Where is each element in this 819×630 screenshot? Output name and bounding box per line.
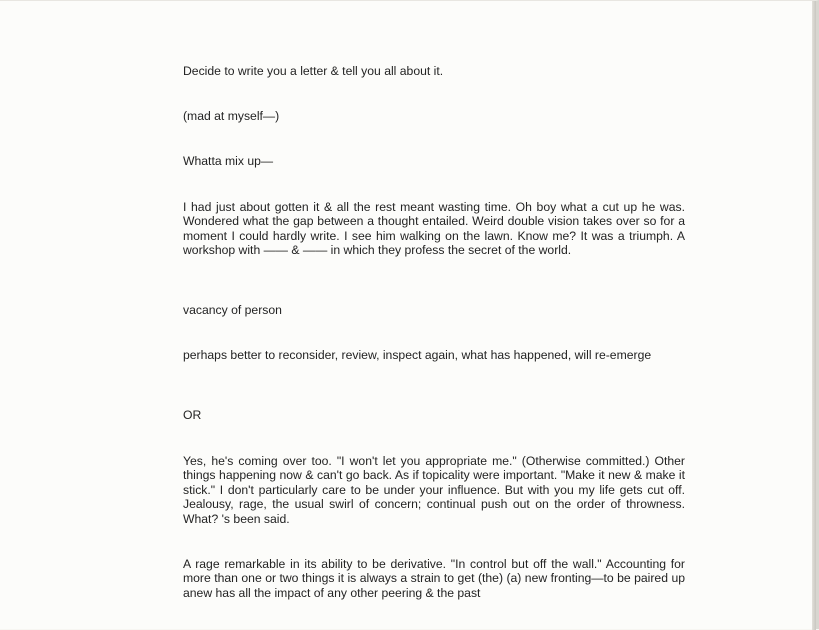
paragraph-decide-to-write: Decide to write you a letter & tell you all about it. — [183, 64, 444, 78]
paragraph-rage-remarkable: A rage remarkable in its ability to be derivative. "In control but off the wall." Accounting for more than one or two things it is always a strain to get (the) (a) new fronting—to be paired up anew has all the impact of any other peering & the past — [183, 557, 685, 600]
page-edge-shadow — [812, 1, 816, 630]
paragraph-cut-up: I had just about gotten it & all the rest meant wasting time. Oh boy what a cut up he was. Wondered what the gap between a thought entailed. Weird double vision takes over so for a moment I could hardly write. I see him walking on the lawn. Know me? It was a triumph. A workshop with —— & —— in which they profess the secret of the world. — [183, 200, 685, 258]
paragraph-or: OR — [183, 408, 202, 422]
paragraph-whatta-mix-up: Whatta mix up— — [183, 154, 274, 168]
paragraph-vacancy-of-person: vacancy of person — [183, 303, 282, 317]
paragraph-appropriate-me: Yes, he's coming over too. "I won't let you appropriate me." (Otherwise committed.) Other things happening now & can't go back. As if topicality were important. "Make it new & make it stick." I don't particularly care to be under your influence. But with you my life gets cut off. Jealousy, rage, the usual swirl of concern; continual push out on the order of throwness. What? 's been said. — [183, 454, 685, 526]
paragraph-mad-at-myself: (mad at myself—) — [183, 109, 280, 123]
paragraph-reconsider: perhaps better to reconsider, review, inspect again, what has happened, will re-emerge — [183, 348, 652, 362]
